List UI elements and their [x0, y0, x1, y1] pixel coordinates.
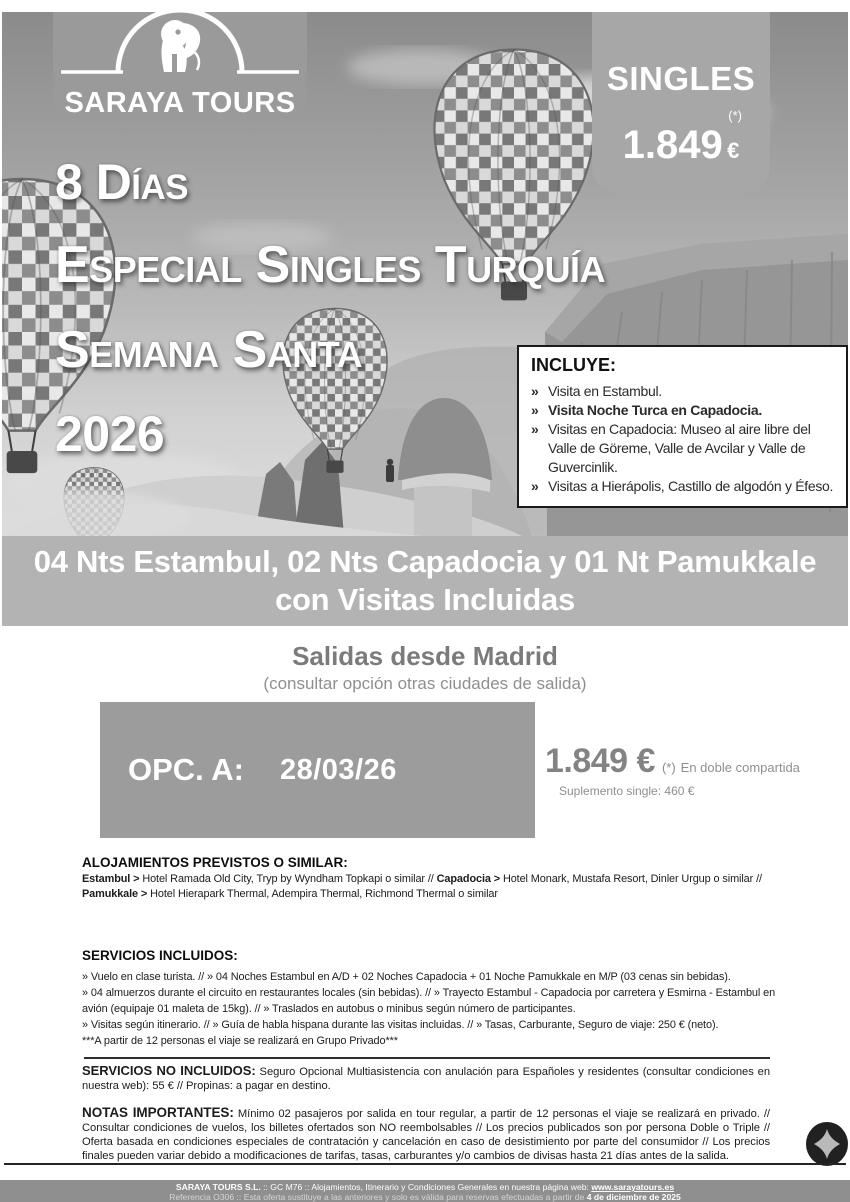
services-line: » Vuelo en clase turista. // » 04 Noches Estambul en A/D + 02 Noches Capadocia + 01 Noche Pamukkale en M/P (03 cenas sin bebidas).: [82, 971, 731, 983]
important-notes-title: NOTAS IMPORTANTES:: [82, 1105, 234, 1120]
title-line-main: Especial Singles Turquía: [55, 236, 606, 294]
section-accommodations: [82, 855, 770, 902]
includes-item-text: Visitas en Capadocia: Museo al aire libre del Valle de Göreme, Valle de Avcilar y Valle de Guvercinlik.: [548, 421, 811, 475]
single-supplement: Suplemento single: 460 €: [559, 784, 695, 798]
includes-title: INCLUYE:: [531, 355, 616, 375]
important-notes-body: Mínimo 02 pasajeros por salida en tour regular, a partir de 12 personas el viaje se realizará en privado. // Consultar condiciones de vuelos, los billetes ofertados son NO reembolsables // Los precios publicados son por persona Doble o Triple // Oferta basada en condiciones especiales de contratación y cancelación en caso de desistimiento por parte del consumidor // Los precios finales pueden variar debido a modificaciones de tarifas, tasas, carburantes y/o cambios de divisas hasta 21 días antes de la salida.: [82, 1108, 770, 1162]
banner-line1: 04 Nts Estambul, 02 Nts Capadocia y 01 Nt Pamukkale: [33, 544, 817, 579]
footer-line1: [0, 1182, 850, 1192]
services-not-included-title: SERVICIOS NO INCLUIDOS:: [82, 1063, 256, 1078]
badge-currency: €: [727, 138, 740, 163]
footer-company: SARAYA TOURS S.L.: [175, 1182, 261, 1192]
city-label: Capadocia >: [436, 873, 501, 885]
price-block: [545, 742, 845, 798]
includes-item-text: Visita en Estambul.: [548, 383, 662, 399]
saraya-falcon-arch-icon: [53, 12, 307, 84]
footer-bar: [0, 1180, 850, 1202]
divider: [84, 1057, 770, 1059]
logo-box: [53, 12, 307, 118]
price-asterisk: (*): [661, 760, 676, 775]
badge-price: 1.849: [622, 123, 723, 167]
footer-line2: [0, 1192, 850, 1202]
chevron-bullet-icon: »: [531, 421, 539, 437]
list-item: [531, 382, 836, 401]
title-line-days: 8 Días: [55, 154, 189, 210]
hotels-text: Hotel Hierapark Thermal, Adempira Thermal, Richmond Thermal o similar: [147, 888, 498, 900]
accommodations-line2: [82, 887, 770, 902]
website-link[interactable]: www.sarayatours.es: [591, 1182, 675, 1192]
section-services-not-included: [82, 1064, 770, 1094]
accommodations-line1: [82, 872, 770, 887]
city-label: Pamukkale >: [82, 888, 148, 900]
chevron-bullet-icon: »: [531, 383, 539, 399]
option-date: 28/03/26: [279, 753, 397, 786]
important-notes-text: [82, 1106, 770, 1164]
services-line: avión (equipaje 01 maleta de 15kg). // » Traslados en autobus o minibus según número de participantes.: [82, 1003, 576, 1015]
accommodations-title: ALOJAMIENTOS PREVISTOS O SIMILAR:: [82, 855, 348, 870]
chevron-bullet-icon: »: [531, 402, 539, 418]
hero-photo: [2, 12, 848, 536]
badge-asterisk: (*): [728, 108, 742, 123]
badge-title: SINGLES: [606, 60, 756, 97]
option-label: OPC. A:: [128, 752, 244, 787]
list-item: [531, 420, 836, 477]
city-label: Estambul >: [82, 873, 140, 885]
brand-name: SARAYA TOURS: [64, 87, 296, 119]
four-point-star-circle-icon: [805, 1121, 849, 1167]
hotels-text: Hotel Monark, Mustafa Resort, Dinler Urgup o similar //: [500, 873, 762, 885]
includes-box: [517, 345, 848, 508]
departure-subtitle: (consultar opción otras ciudades de salida): [263, 674, 587, 693]
price-note: En doble compartida: [680, 760, 800, 775]
price-value: 1.849 €: [545, 742, 655, 780]
divider: [4, 1163, 846, 1165]
departure-title: Salidas desde Madrid: [292, 641, 558, 671]
singles-price-badge: [592, 12, 770, 193]
includes-item-text: Visitas a Hierápolis, Castillo de algodón y Éfeso.: [548, 478, 834, 494]
option-a-box: [100, 702, 535, 838]
hotels-text: Hotel Ramada Old City, Tryp by Wyndham Topkapi o similar //: [139, 873, 437, 885]
title-line-season: Semana Santa: [55, 321, 363, 379]
title-line-year: 2026: [55, 406, 165, 462]
footer-valid-date: 4 de diciembre de 2025: [586, 1192, 681, 1202]
services-not-included-body: Seguro Opcional Multiasistencia con anulación para Españoles y residentes (consultar condiciones en nuestra web): 55 € // Propinas: a pagar en destino.: [82, 1066, 770, 1092]
services-line: » 04 almuerzos durante el circuito en restaurantes locales (sin bebidas). // » Trayecto Estambul - Capadocia por carretera y Esmirna - Estambul en: [82, 987, 776, 999]
banner-line2: con Visitas Incluidas: [275, 582, 575, 617]
services-included-title: SERVICIOS INCLUIDOS:: [82, 948, 238, 963]
footer-info: :: GC M76 :: Alojamientos, Itinerario y Condiciones Generales en nuestra página web:: [260, 1182, 592, 1192]
services-line: » Visitas según itinerario. // » Guía de habla hispana durante las visitas incluidas. // » Tasas, Carburante, Seguro de viaje: 250 € (neto).: [82, 1019, 719, 1031]
list-item: [531, 401, 836, 420]
footer-reference: Referencia O306 :: Esta oferta sustituye a las anteriores y solo es válida para reservas efectuadas a partir de: [169, 1192, 587, 1202]
services-not-included-text: [82, 1064, 770, 1094]
services-line: ***A partir de 12 personas el viaje se realizará en Grupo Privado***: [82, 1035, 398, 1047]
section-important-notes: [82, 1106, 770, 1164]
includes-list: [531, 382, 836, 496]
chevron-bullet-icon: »: [531, 478, 539, 494]
list-item: [531, 477, 836, 496]
itinerary-banner: [2, 536, 848, 626]
section-services-included: [82, 948, 776, 1049]
includes-item-text: Visita Noche Turca en Capadocia.: [548, 402, 762, 418]
